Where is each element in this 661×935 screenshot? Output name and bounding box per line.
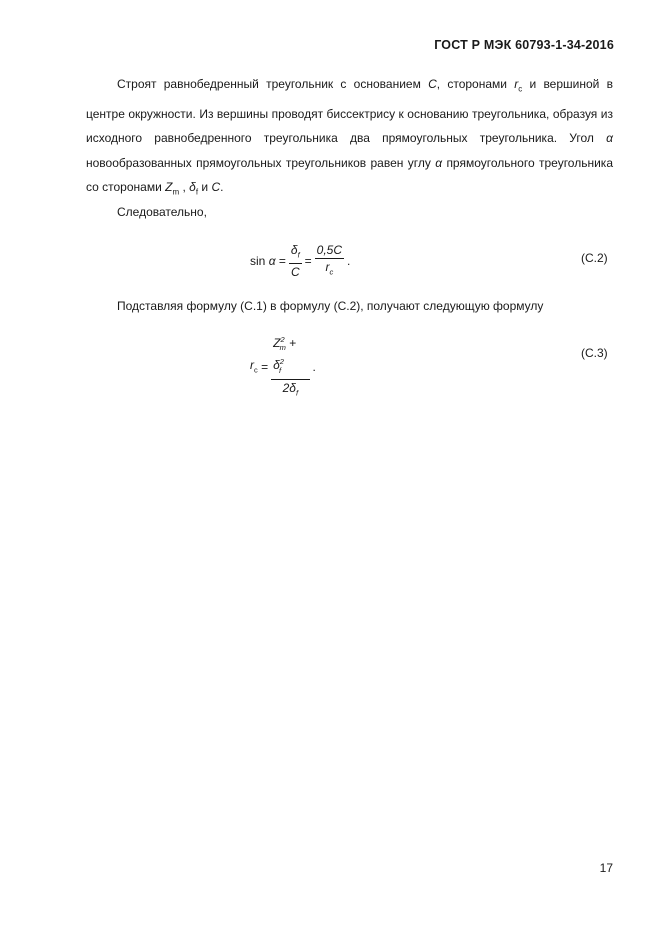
sin-label: sin [250, 254, 266, 269]
formula-period: . [347, 254, 351, 269]
equals-sign: = [278, 254, 286, 269]
fraction-half-c-over-rc: $\frac{0,5C}{r_c}$ [316, 243, 343, 277]
equals-sign-2: = [304, 254, 312, 269]
paragraph-substituting: Подставляя формулу (С.1) в формулу (С.2), получают следующую формулу [117, 299, 544, 313]
formula-c3 [250, 333, 316, 400]
formula-period: . [312, 359, 316, 374]
fraction-zm-delta-over-2delta: $\frac{Z^2_m + \delta^2_f}{2\delta_f}$ [271, 333, 309, 400]
formula-c2 [250, 243, 350, 279]
document-header: ГОСТ Р МЭК 60793-1-34-2016 [434, 38, 614, 52]
rc-symbol: $r_c$ [250, 358, 258, 375]
equation-number-c3: (C.3) [581, 346, 608, 360]
alpha-symbol: α [268, 254, 276, 269]
equals-sign: = [261, 359, 269, 374]
fraction-delta-over-c: $\frac{\delta_f}{C}$ [290, 243, 300, 280]
equation-number-c2: (C.2) [581, 251, 608, 265]
paragraph-triangle-construction: Строят равнобедренный треугольник с основанием C, сторонами $r_c$ и вершиной в центре окружности. Из вершины проводят биссектрису к основанию треугольника, образуя из исходного равнобедренного треугольника два прямоугольных треугольника. Угол α новообразованных прямоугольных треугольников равен углу α прямоугольного треугольника со сторонами $Z_m$ , $\delta_f$ и C. [86, 77, 613, 197]
page-number: 17 [599, 861, 613, 875]
paragraph-consequently: Следовательно, [117, 205, 207, 219]
